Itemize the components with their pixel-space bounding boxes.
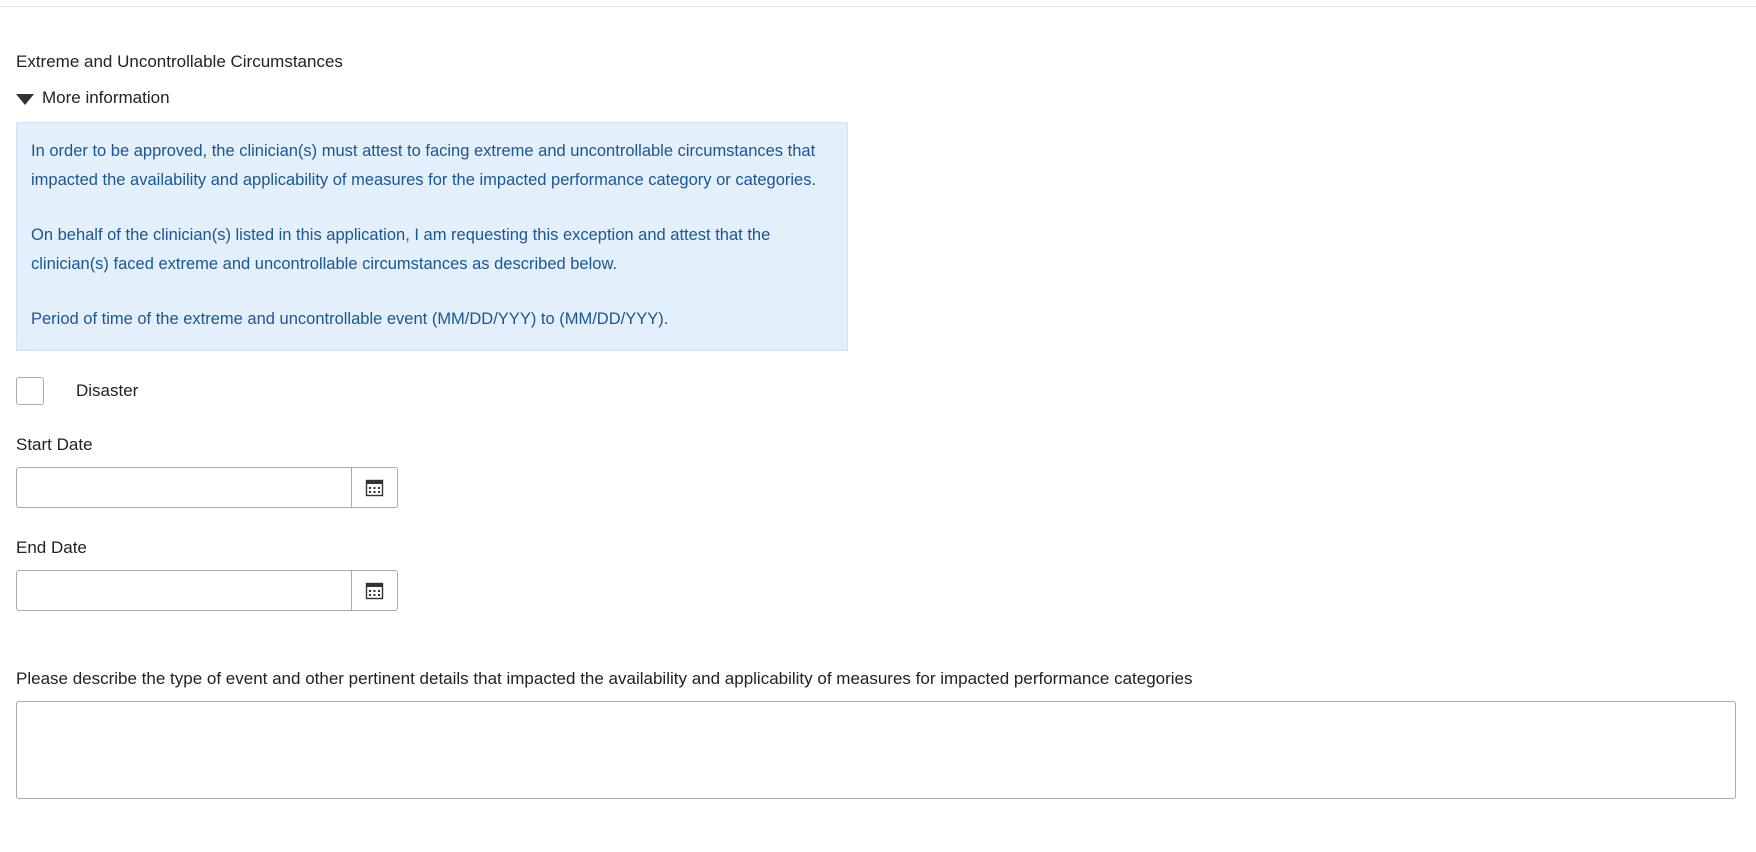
event-description-label: Please describe the type of event and other pertinent details that impacted the availability and applicability of measures for impacted performance categories — [16, 669, 1193, 688]
disaster-checkbox[interactable] — [16, 377, 44, 405]
page-title: Extreme and Uncontrollable Circumstances — [16, 52, 343, 71]
start-date-calendar-button[interactable] — [351, 467, 398, 508]
end-date-calendar-button[interactable] — [351, 570, 398, 611]
more-information-toggle[interactable] — [16, 88, 170, 108]
information-panel — [16, 122, 848, 351]
disaster-checkbox-row[interactable] — [16, 377, 138, 405]
end-date-input[interactable] — [16, 570, 351, 611]
start-date-label: Start Date — [16, 435, 93, 454]
disaster-label: Disaster — [76, 381, 139, 400]
info-paragraph-3: Period of time of the extreme and uncontrollable event (MM/DD/YYY) to (MM/DD/YYY). — [31, 310, 669, 328]
calendar-icon — [365, 581, 384, 600]
calendar-icon — [365, 478, 384, 497]
more-information-label: More information — [42, 88, 170, 107]
event-description-textarea[interactable] — [16, 701, 1736, 799]
end-date-label: End Date — [16, 538, 87, 557]
end-date-field — [16, 570, 398, 611]
start-date-input[interactable] — [16, 467, 351, 508]
caret-down-icon — [16, 94, 34, 105]
start-date-field — [16, 467, 398, 508]
info-paragraph-2: On behalf of the clinician(s) listed in this application, I am requesting this exception and attest that the clinician(s) faced extreme and uncontrollable circumstances as described below. — [31, 226, 771, 273]
info-paragraph-1: In order to be approved, the clinician(s) must attest to facing extreme and uncontrollable circumstances that impacted the availability and applicability of measures for the impacted performance category or categories. — [31, 142, 817, 189]
